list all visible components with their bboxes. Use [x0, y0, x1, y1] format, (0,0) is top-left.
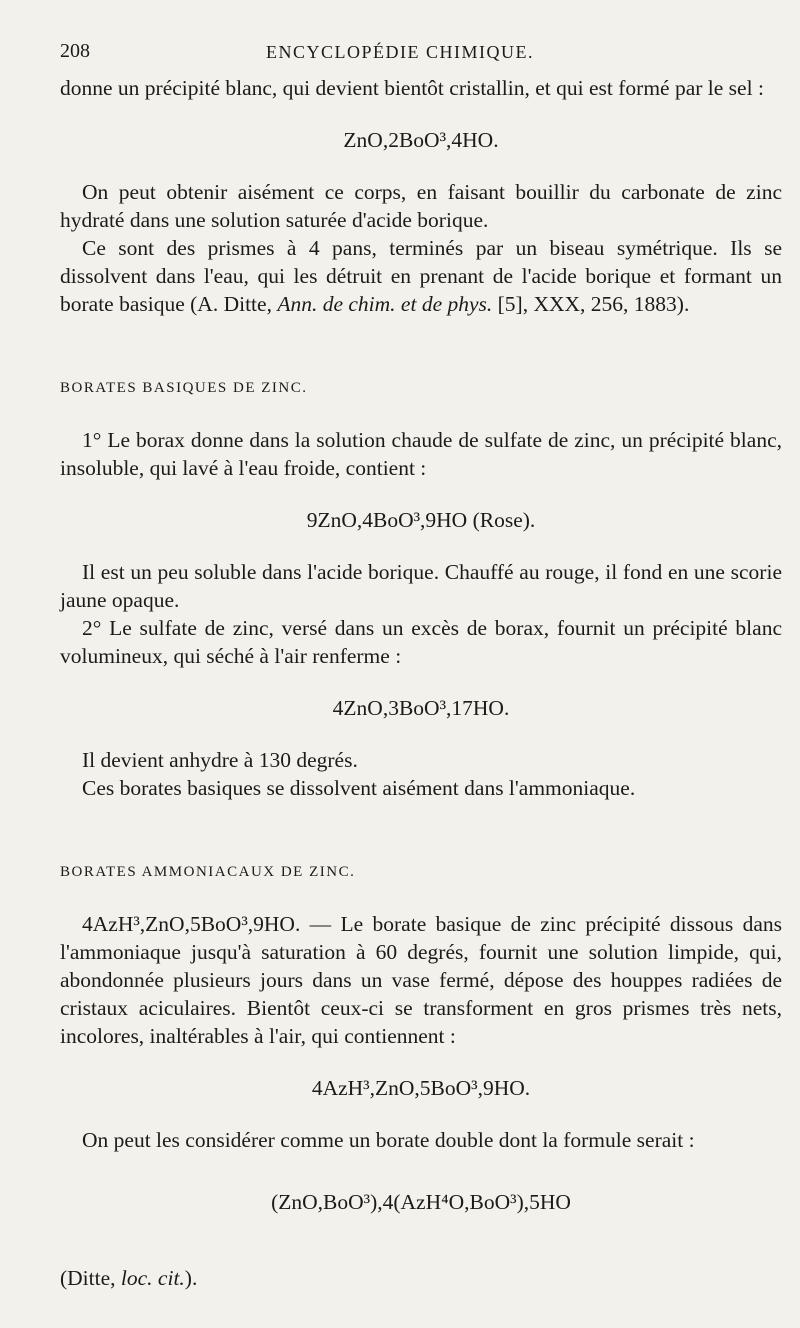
page-header [60, 40, 780, 68]
formula: 4AzH³,ZnO,5BoO³,9HO. [311, 1076, 531, 1100]
citation-text: ). [184, 1266, 198, 1290]
paragraph: On peut les considérer comme un borate double dont la formule serait : [82, 1128, 695, 1152]
paragraph: Ces borates basiques se dissolvent aisément dans l'ammoniaque. [82, 776, 636, 800]
citation-reference: loc. cit. [120, 1266, 185, 1290]
paragraph-text: Ce sont des prismes à 4 pans, terminés par un biseau symétrique. Ils se dissolvent dans l'eau, qui les détruit en prenant de l'acide borique et formant un borate basique (A. Ditte, [60, 236, 782, 316]
formula: (ZnO,BoO³),4(AzH⁴O,BoO³),5HO [271, 1190, 571, 1214]
page-number: 208 [60, 40, 90, 62]
paragraph: 4AzH³,ZnO,5BoO³,9HO. — Le borate basique de zinc précipité dissous dans l'ammoniaque jusqu'à saturation à 60 degrés, fournit une solution limpide, qui, abondonnée plusieurs jours dans un vase fermé, dépose des houppes radiées de cristaux aciculaires. Bientôt ceux-ci se transforment en gros prismes très nets, incolores, inaltérables à l'air, qui contiennent : [60, 912, 782, 1048]
paragraph: donne un précipité blanc, qui devient bientôt cristallin, et qui est formé par le sel : [60, 76, 764, 100]
paragraph: Il devient anhydre à 130 degrés. [82, 748, 358, 772]
citation-text: (Ditte, [60, 1266, 121, 1290]
journal-reference: Ann. de chim. et de phys. [277, 292, 493, 316]
formula: 4ZnO,3BoO³,17HO. [332, 696, 510, 720]
paragraph: On peut obtenir aisément ce corps, en faisant bouillir du carbonate de zinc hydraté dans une solution saturée d'acide borique. [60, 180, 782, 232]
section-heading: BORATES AMMONIACAUX DE ZINC. [60, 864, 356, 880]
citation [60, 1264, 782, 1292]
paragraph [60, 234, 782, 318]
formula: 9ZnO,4BoO³,9HO (Rose). [306, 508, 536, 532]
body-text [60, 74, 782, 1292]
section-heading: BORATES BASIQUES DE ZINC. [60, 380, 308, 396]
paragraph-text: [5], XXX, 256, 1883). [492, 292, 690, 316]
paragraph: 2° Le sulfate de zinc, versé dans un excès de borax, fournit un précipité blanc volumineux, qui séché à l'air renferme : [60, 616, 782, 668]
running-title: ENCYCLOPÉDIE CHIMIQUE. [266, 42, 534, 62]
formula: ZnO,2BoO³,4HO. [343, 128, 499, 152]
paragraph: Il est un peu soluble dans l'acide borique. Chauffé au rouge, il fond en une scorie jaune opaque. [60, 560, 782, 612]
paragraph: 1° Le borax donne dans la solution chaude de sulfate de zinc, un précipité blanc, insoluble, qui lavé à l'eau froide, contient : [60, 428, 782, 480]
